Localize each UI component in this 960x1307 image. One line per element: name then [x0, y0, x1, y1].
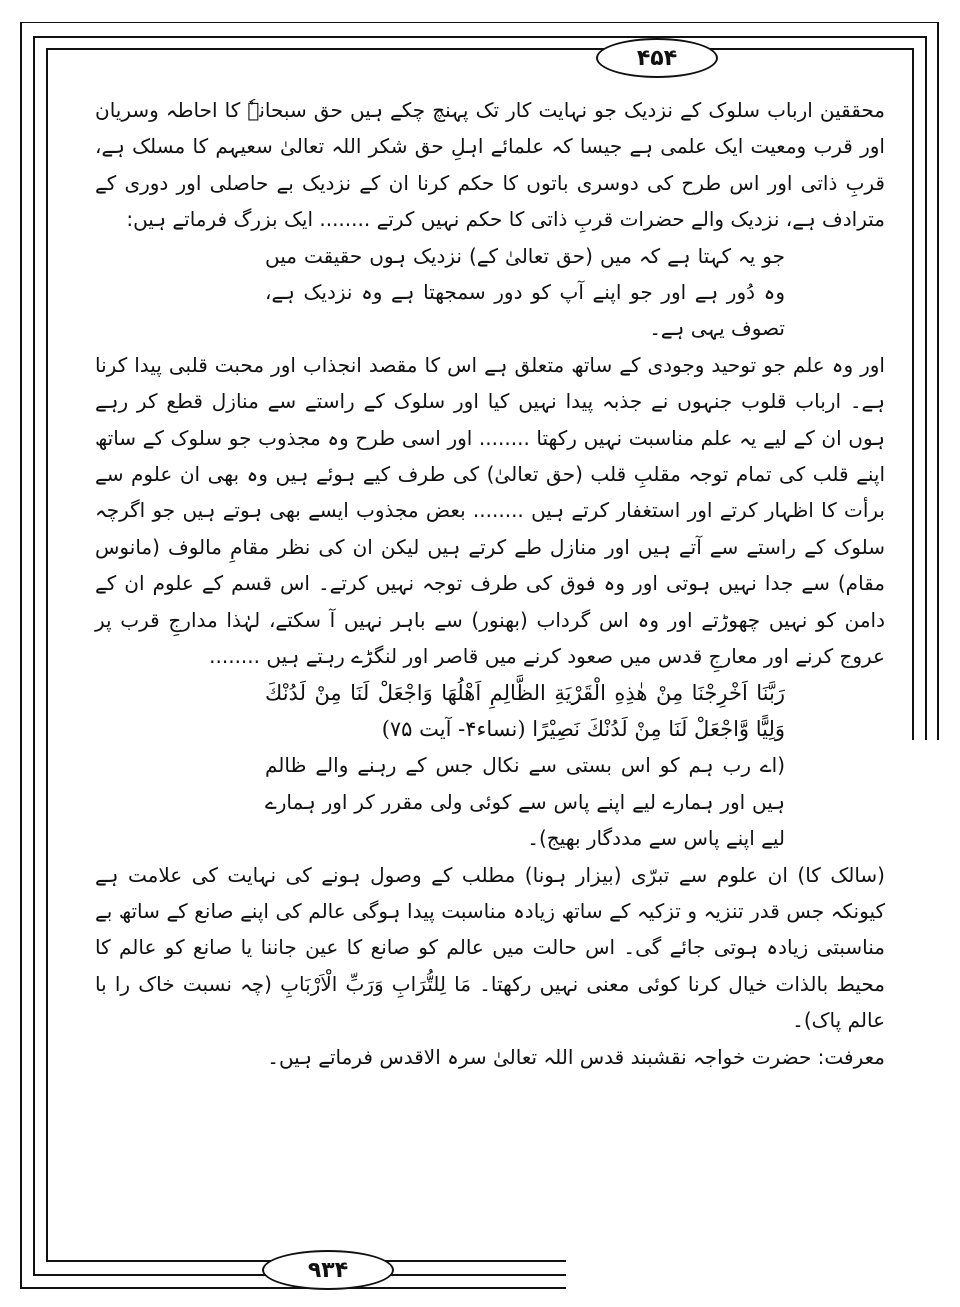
- frame-border: [937, 22, 939, 740]
- poetry-verse: جو یہ کہتا ہے کہ میں (حق تعالیٰ کے) نزدیک ہوں حقیقت میں وہ دُور ہے اور جو اپنے آپ کو دور سمجھتا ہے وہ نزدیک ہے، تصوف یہی ہے۔: [265, 243, 785, 341]
- paragraph-2: اور وہ علم جو توحید وجودی کے ساتھ متعلق ہے اس کا مقصد انجذاب اور محبت قلبی پیدا کرنا ہے۔ ارباب قلوب جنہوں نے جذبہ پیدا نہیں کیا اور سلوک کے راستے سے منازل قطع کر رہے ہوں ان کے لیے یہ علم مناسبت نہیں رکھتا ........ اور اسی طرح وہ مجذوب جو سلوک کے ساتھ اپنے قلب کی تمام توجہ مقلبِ قلب (حق تعالیٰ) کی طرف کیے ہوئے ہیں وہ بھی ان علوم سے برأت کا اظہار کرتے اور استغفار کرتے ہیں ........ بعض مجذوب ایسے بھی ہوتے ہیں جو اگرچہ سلوک کے راستے سے آتے ہیں اور منازل طے کرتے ہیں لیکن ان کی نظر مقامِ مالوف (مانوس مقام) سے جدا نہیں ہوتی اور وہ فوق کی طرف توجہ نہیں کرتے۔ اس قسم کے علوم ان کے دامن کو نہیں چھوڑتے اور وہ اس گرداب (بھنور) سے باہر نہیں آ سکتے، لہٰذا مدارجِ قرب پر عروج کرنے اور معارجِ قدس میں صعود کرنے میں قاصر اور لنگڑے رہتے ہیں ........: [95, 352, 885, 669]
- quran-verse: رَبَّنَا اَخْرِجْنَا مِنْ هٰذِهِ الْقَرْيَةِ الظَّالِمِ اَهْلُهَا وَاجْعَلْ لَنَا مِنْ لَدُنْكَ وَلِيًّا وَّاجْعَلْ لَنَا مِنْ لَدُنْكَ نَصِيْرًا (نساء۴- آیت ۷۵): [265, 680, 785, 741]
- frame-border: [46, 48, 48, 1260]
- frame-border: [33, 36, 926, 38]
- frame-border: [46, 48, 913, 50]
- frame-border: [912, 48, 914, 740]
- frame-border: [925, 36, 927, 740]
- frame-border: [20, 22, 22, 1287]
- page-number-bottom: ۹۳۴: [262, 1250, 394, 1290]
- paragraph-4: معرفت: حضرت خواجہ نقشبند قدس اللہ تعالیٰ سرہ الاقدس فرماتے ہیں۔: [267, 1044, 885, 1069]
- paragraph-1: محققین ارباب سلوک کے نزدیک جو نہایت کار تک پہنچ چکے ہیں حق سبحانہٗ کا احاطہ وسریان اور قرب ومعیت ایک علمی ہے جیسا کہ علمائے اہلِ حق شکر اللہ تعالیٰ سعیہم کا مسلک ہے، قربِ ذاتی اور اس طرح کی دوسری باتوں کا حکم کرنا ان کے نزدیک بے حاصلی اور دوری کے مترادف ہے، نزدیک والے حضرات قربِ ذاتی کا حکم نہیں کرتے ........ ایک بزرگ فرماتے ہیں:: [95, 98, 885, 232]
- paragraph-3: (سالک کا) ان علوم سے تبرّی (بیزار ہونا) مطلب کے وصول ہونے کی نہایت کی علامت ہے کیونکہ جس قدر تنزیہ و تزکیہ کے ساتھ زیادہ مناسبت پیدا ہوگی عالم کی اپنے صانع کے ساتھ بے مناسبتی زیادہ ہوتی جائے گی۔ اس حالت میں عالم کو صانع کا عین جاننا یا صانع کو عالم کا محیط بالذات خیال کرنا کوئی معنی نہیں رکھتا۔ مَا لِلتُّرَابِ وَرَبِّ الْاَرْبَابِ (چہ نسبت خاک را با عالم پاک)۔: [95, 862, 885, 1033]
- frame-border: [33, 36, 35, 1275]
- quran-translation: (اے رب ہم کو اس بستی سے نکال جس کے رہنے والے ظالم ہیں اور ہمارے لیے اپنے پاس سے کوئی ولی مقرر کر اور ہمارے لیے اپنے پاس سے مددگار بھیج)۔: [265, 753, 785, 851]
- page-number-top: ۴۵۴: [596, 38, 718, 78]
- page-body: [95, 92, 885, 1075]
- frame-border: [20, 1287, 566, 1289]
